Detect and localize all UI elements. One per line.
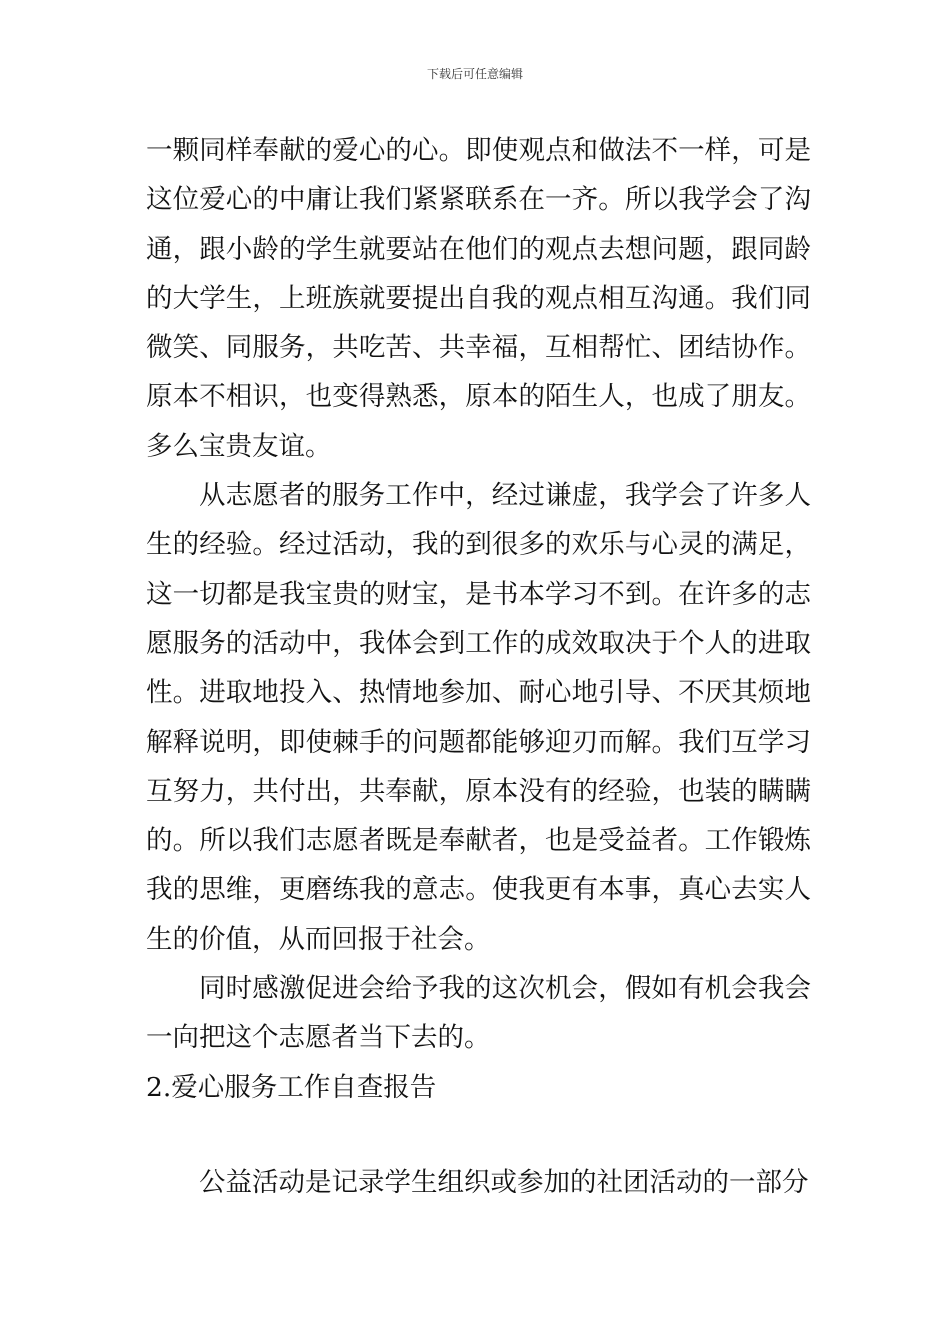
paragraph-experience: 从志愿者的服务工作中，经过谦虚，我学会了许多人生的经验。经过活动，我的到很多的欢乐与心灵的满足，这一切都是我宝贵的财宝，是书本学习不到。在许多的志愿服务的活动中，我体会到工作的成效取决于个人的进取性。进取地投入、热情地参加、耐心地引导、不厌其烦地解释说明，即使棘手的问题都能够迎刃而解。我们互学习互努力，共付出，共奉献，原本没有的经验，也装的瞒瞒的。所以我们志愿者既是奉献者，也是受益者。工作锻炼我的思维，更磨练我的意志。使我更有本事，真心去实人生的价值，从而回报于社会。 xyxy=(146,480,811,955)
paragraph-public-welfare: 公益活动是记录学生组织或参加的社团活动的一部分 xyxy=(199,1166,809,1198)
paragraph-friendship: 一颗同样奉献的爱心的心。即使观点和做法不一样，可是这位爱心的中庸让我们紧紧联系在一齐。所以我学会了沟通，跟小龄的学生就要站在他们的观点去想问题，跟同龄的大学生，上班族就要提出自我的观点相互沟通。我们同微笑、同服务，共吃苦、共幸福，互相帮忙、团结协作。原本不相识，也变得熟悉，原本的陌生人，也成了朋友。多么宝贵友谊。 xyxy=(146,135,811,462)
section-spacer xyxy=(146,1112,811,1158)
section-heading: 2.爱心服务工作自查报告 xyxy=(146,1071,437,1103)
document-body xyxy=(146,126,811,1207)
page-header: 下载后可任意编辑 xyxy=(426,67,523,81)
paragraph-gratitude: 同时感激促进会给予我的这次机会，假如有机会我会一向把这个志愿者当下去的。 xyxy=(146,973,811,1054)
